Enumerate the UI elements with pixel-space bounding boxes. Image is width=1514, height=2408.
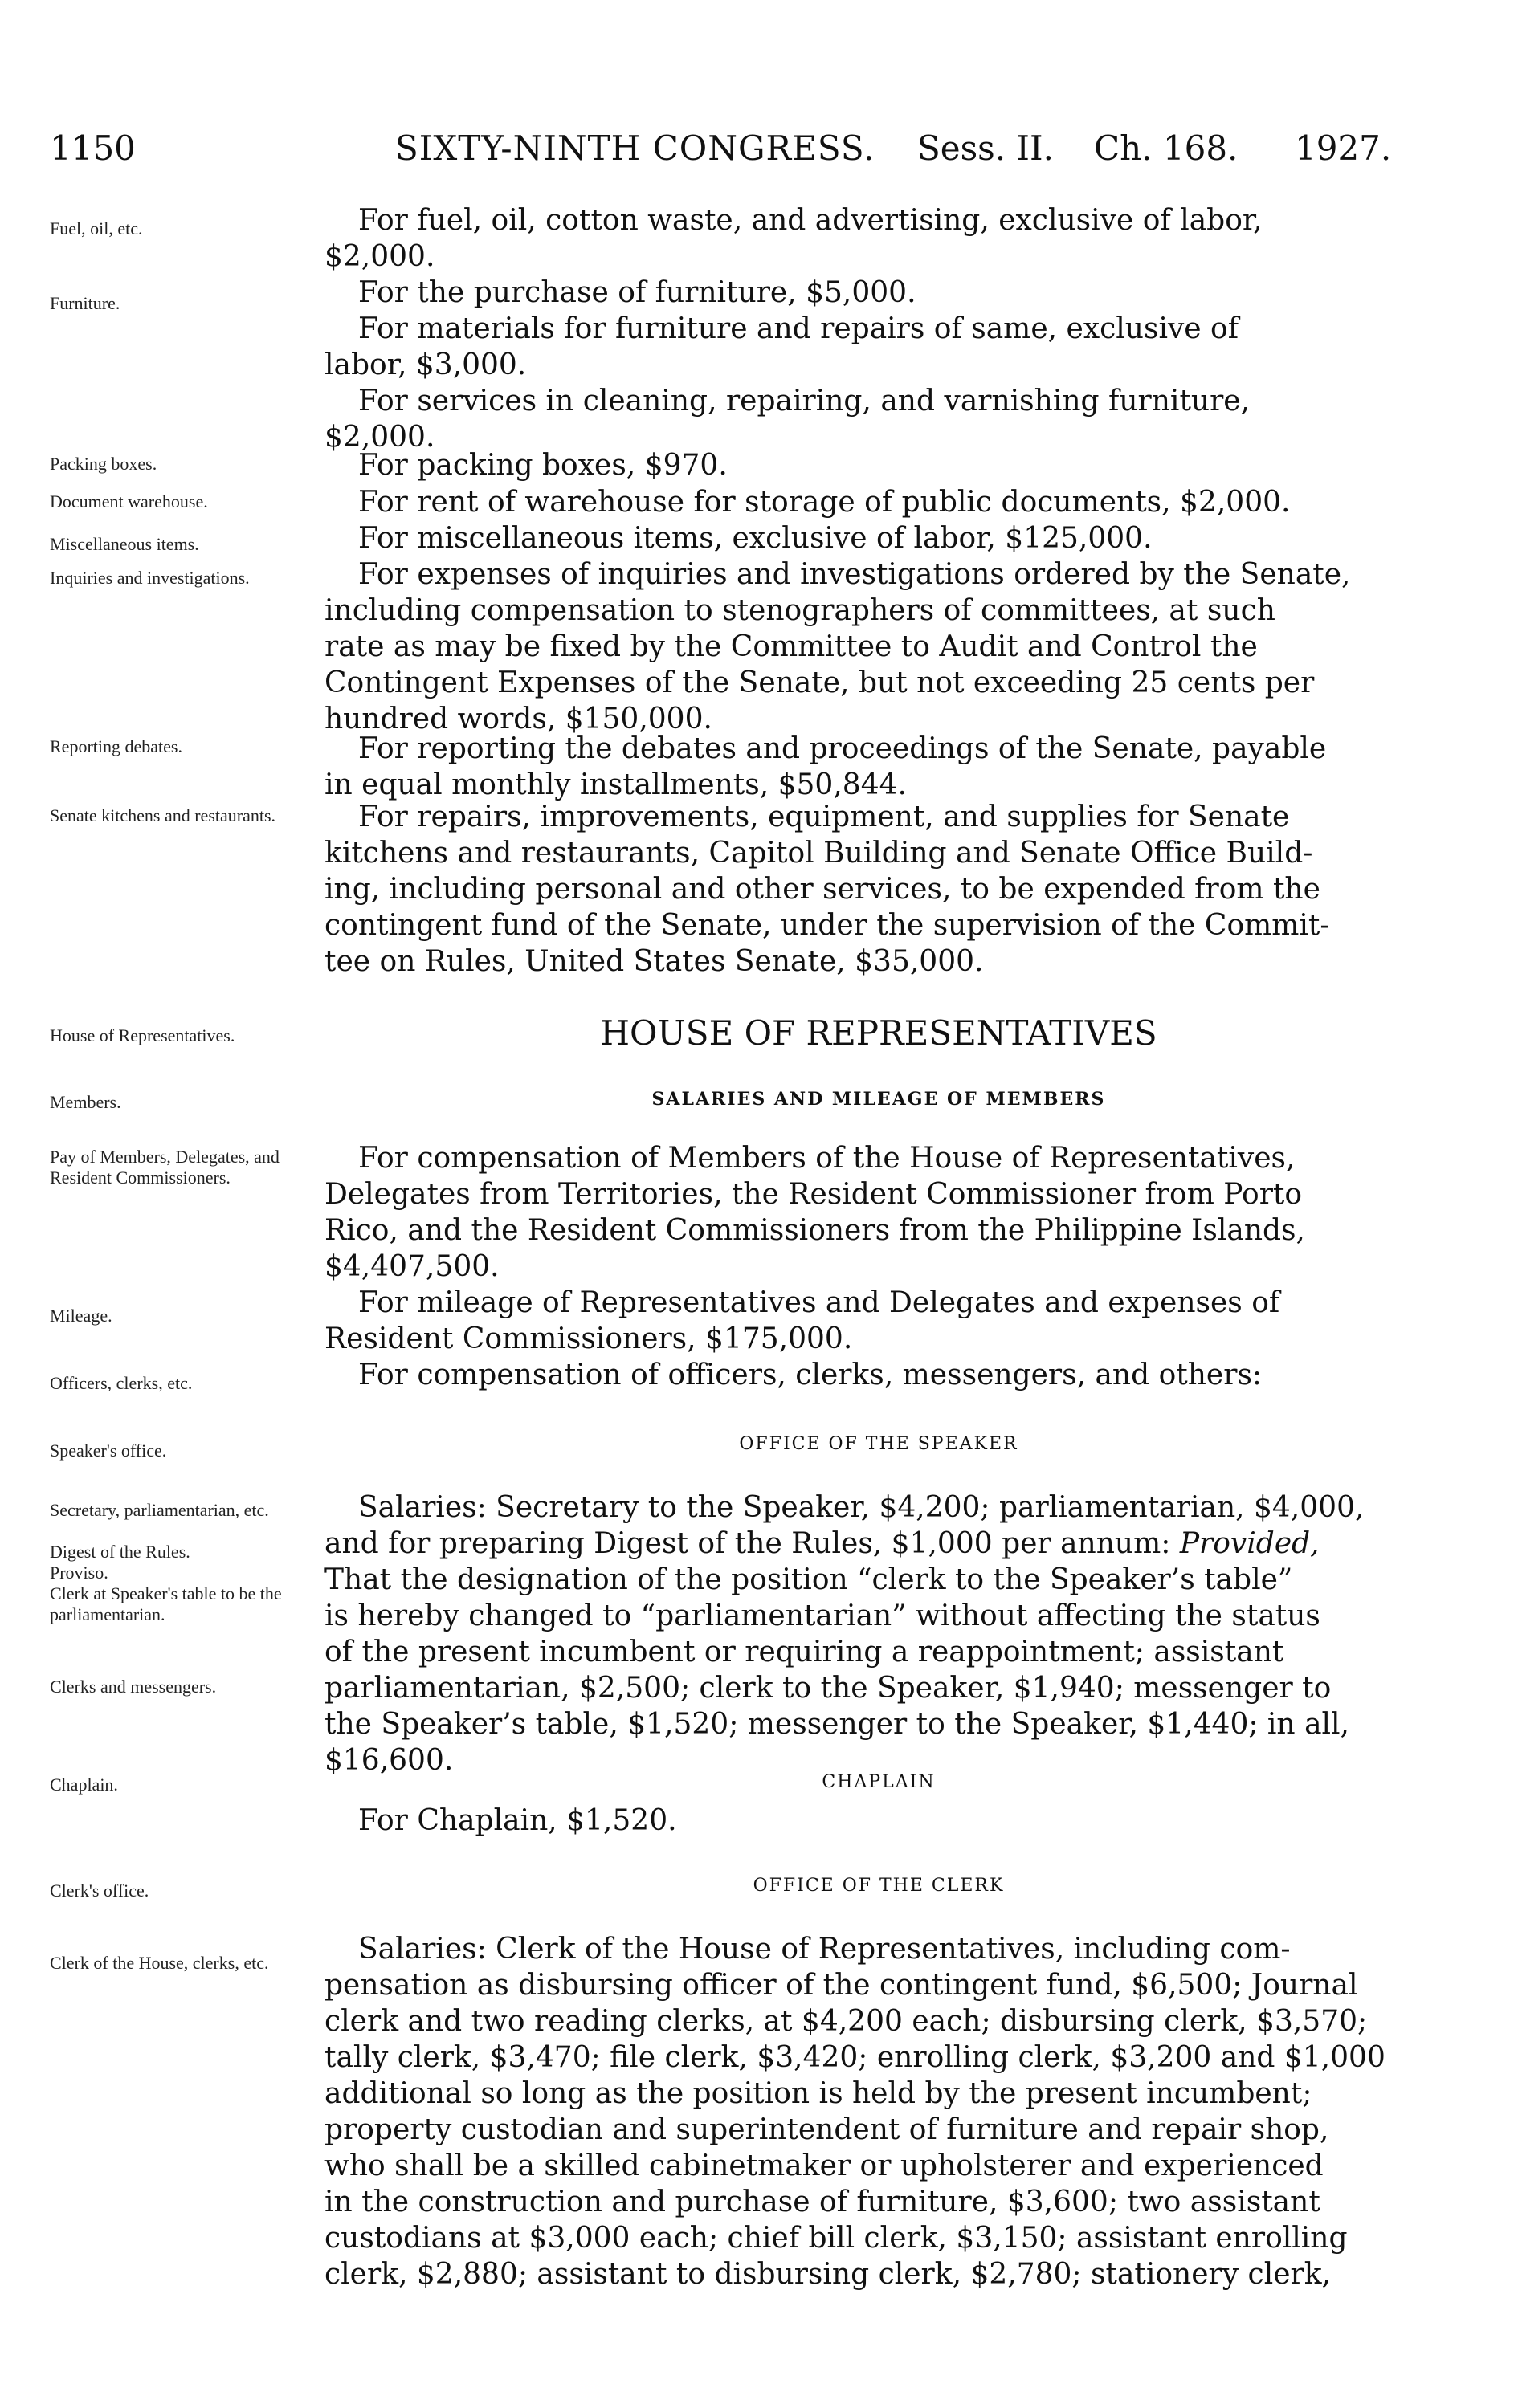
text-line: kitchens and restaurants, Capitol Building and Senate Office Build- <box>324 837 1313 870</box>
subsection-heading-chaplain: CHAPLAIN <box>822 1772 936 1792</box>
text-line: clerk and two reading clerks, at $4,200 each; disbursing clerk, $3,570; <box>324 2005 1368 2038</box>
text-line: For mileage of Representatives and Delegates and expenses of <box>358 1286 1280 1319</box>
text-line: $16,600. <box>324 1744 454 1777</box>
text-line <box>324 1526 1433 1563</box>
page-header <box>50 128 1415 177</box>
text-line: That the designation of the position “clerk to the Speaker’s table” <box>324 1563 1293 1596</box>
text-line: labor, $3,000. <box>324 348 527 381</box>
margin-note: Senate kitchens and restaurants. <box>50 805 276 825</box>
text-line: in equal monthly installments, $50,844. <box>324 768 907 801</box>
margin-note: House of Representatives. <box>50 1025 235 1045</box>
margin-note: Furniture. <box>50 293 120 313</box>
margin-note: Proviso. <box>50 1563 108 1583</box>
text-line: pensation as disbursing officer of the contingent fund, $6,500; Journal <box>324 1969 1358 2002</box>
text-line: For expenses of inquiries and investigations ordered by the Senate, <box>358 558 1351 591</box>
text-line: hundred words, $150,000. <box>324 703 712 735</box>
text-line: of the present incumbent or requiring a reappointment; assistant <box>324 1636 1284 1668</box>
text-line: Salaries: Clerk of the House of Representatives, including com- <box>358 1933 1291 1966</box>
text-line: For repairs, improvements, equipment, and supplies for Senate <box>358 801 1290 833</box>
proviso-word: Provided, <box>1179 1527 1320 1560</box>
text-line: Salaries: Secretary to the Speaker, $4,200; parliamentarian, $4,000, <box>358 1491 1365 1524</box>
margin-note: Inquiries and investigations. <box>50 568 250 588</box>
text-line: For packing boxes, $970. <box>358 449 728 482</box>
text-line: contingent fund of the Senate, under the supervision of the Commit- <box>324 909 1330 942</box>
text-line: additional so long as the position is held by the present incumbent; <box>324 2077 1312 2110</box>
text-line: For reporting the debates and proceedings of the Senate, payable <box>358 732 1327 765</box>
text-line: tally clerk, $3,470; file clerk, $3,420; enrolling clerk, $3,200 and $1,000 <box>324 2041 1385 2074</box>
text-line: Contingent Expenses of the Senate, but not exceeding 25 cents per <box>324 666 1315 699</box>
text-line: is hereby changed to “parliamentarian” without affecting the status <box>324 1599 1320 1632</box>
text-line: in the construction and purchase of furniture, $3,600; two assistant <box>324 2186 1320 2219</box>
text-line: $2,000. <box>324 240 435 273</box>
text-line: $4,407,500. <box>324 1250 500 1283</box>
section-heading-house: HOUSE OF REPRESENTATIVES <box>600 1013 1157 1053</box>
margin-note: Officers, clerks, etc. <box>50 1373 193 1393</box>
subsection-heading-speaker-office: OFFICE OF THE SPEAKER <box>739 1434 1018 1454</box>
margin-note: Mileage. <box>50 1306 112 1326</box>
margin-note: Clerks and messengers. <box>50 1677 217 1697</box>
page-number: 1150 <box>50 128 136 168</box>
margin-note: Clerk of the House, clerks, etc. <box>50 1953 269 1973</box>
margin-note: Reporting debates. <box>50 736 182 756</box>
text-line-start: and for preparing Digest of the Rules, $1,000 per annum: <box>324 1527 1180 1560</box>
text-line: For Chaplain, $1,520. <box>358 1804 677 1837</box>
text-line: Rico, and the Resident Commissioners from the Philippine Islands, <box>324 1214 1305 1247</box>
text-line: Delegates from Territories, the Resident Commissioner from Porto <box>324 1178 1303 1211</box>
subsection-heading-salaries-mileage: SALARIES AND MILEAGE OF MEMBERS <box>651 1089 1106 1110</box>
margin-note: Clerk's office. <box>50 1880 149 1901</box>
text-line: For services in cleaning, repairing, and varnishing furniture, <box>358 385 1251 418</box>
text-line: including compensation to stenographers of committees, at such <box>324 594 1275 627</box>
text-line: who shall be a skilled cabinetmaker or upholsterer and experienced <box>324 2149 1324 2182</box>
margin-note: Members. <box>50 1092 121 1112</box>
margin-note: Chaplain. <box>50 1774 118 1795</box>
text-line: For compensation of officers, clerks, messengers, and others: <box>358 1359 1263 1391</box>
text-line: For materials for furniture and repairs of same, exclusive of <box>358 312 1239 345</box>
text-line: For the purchase of furniture, $5,000. <box>358 276 916 309</box>
margin-note: Pay of Members, Delegates, and Resident Commissioners. <box>50 1147 280 1188</box>
text-line: custodians at $3,000 each; chief bill clerk, $3,150; assistant enrolling <box>324 2222 1348 2255</box>
margin-note: Clerk at Speaker's table to be the parliamentarian. <box>50 1583 282 1624</box>
margin-note: Miscellaneous items. <box>50 534 199 554</box>
text-line: tee on Rules, United States Senate, $35,000. <box>324 945 984 978</box>
text-line: clerk, $2,880; assistant to disbursing clerk, $2,780; stationery clerk, <box>324 2258 1331 2291</box>
text-line: property custodian and superintendent of furniture and repair shop, <box>324 2113 1329 2146</box>
margin-note: Digest of the Rules. <box>50 1542 190 1562</box>
margin-note: Speaker's office. <box>50 1440 167 1461</box>
text-line: parliamentarian, $2,500; clerk to the Speaker, $1,940; messenger to <box>324 1672 1332 1705</box>
session-label: Sess. II. <box>917 128 1054 168</box>
text-line: rate as may be fixed by the Committee to Audit and Control the <box>324 630 1258 663</box>
text-line: For fuel, oil, cotton waste, and advertising, exclusive of labor, <box>358 204 1263 237</box>
text-line: For compensation of Members of the House of Representatives, <box>358 1142 1296 1175</box>
text-line: For miscellaneous items, exclusive of labor, $125,000. <box>358 522 1153 555</box>
running-head: SIXTY-NINTH CONGRESS. <box>395 128 875 168</box>
text-line: the Speaker’s table, $1,520; messenger to the Speaker, $1,440; in all, <box>324 1708 1349 1741</box>
text-line: For rent of warehouse for storage of public documents, $2,000. <box>358 486 1291 519</box>
text-line: ing, including personal and other services, to be expended from the <box>324 873 1320 906</box>
subsection-heading-clerk-office: OFFICE OF THE CLERK <box>753 1876 1005 1896</box>
text-line: $2,000. <box>324 421 435 454</box>
margin-note: Secretary, parliamentarian, etc. <box>50 1500 269 1520</box>
year-label: 1927. <box>1295 128 1392 168</box>
margin-note: Packing boxes. <box>50 454 157 474</box>
margin-note: Fuel, oil, etc. <box>50 218 143 238</box>
chapter-label: Ch. 168. <box>1094 128 1239 168</box>
margin-note: Document warehouse. <box>50 491 208 511</box>
text-line: Resident Commissioners, $175,000. <box>324 1322 853 1355</box>
